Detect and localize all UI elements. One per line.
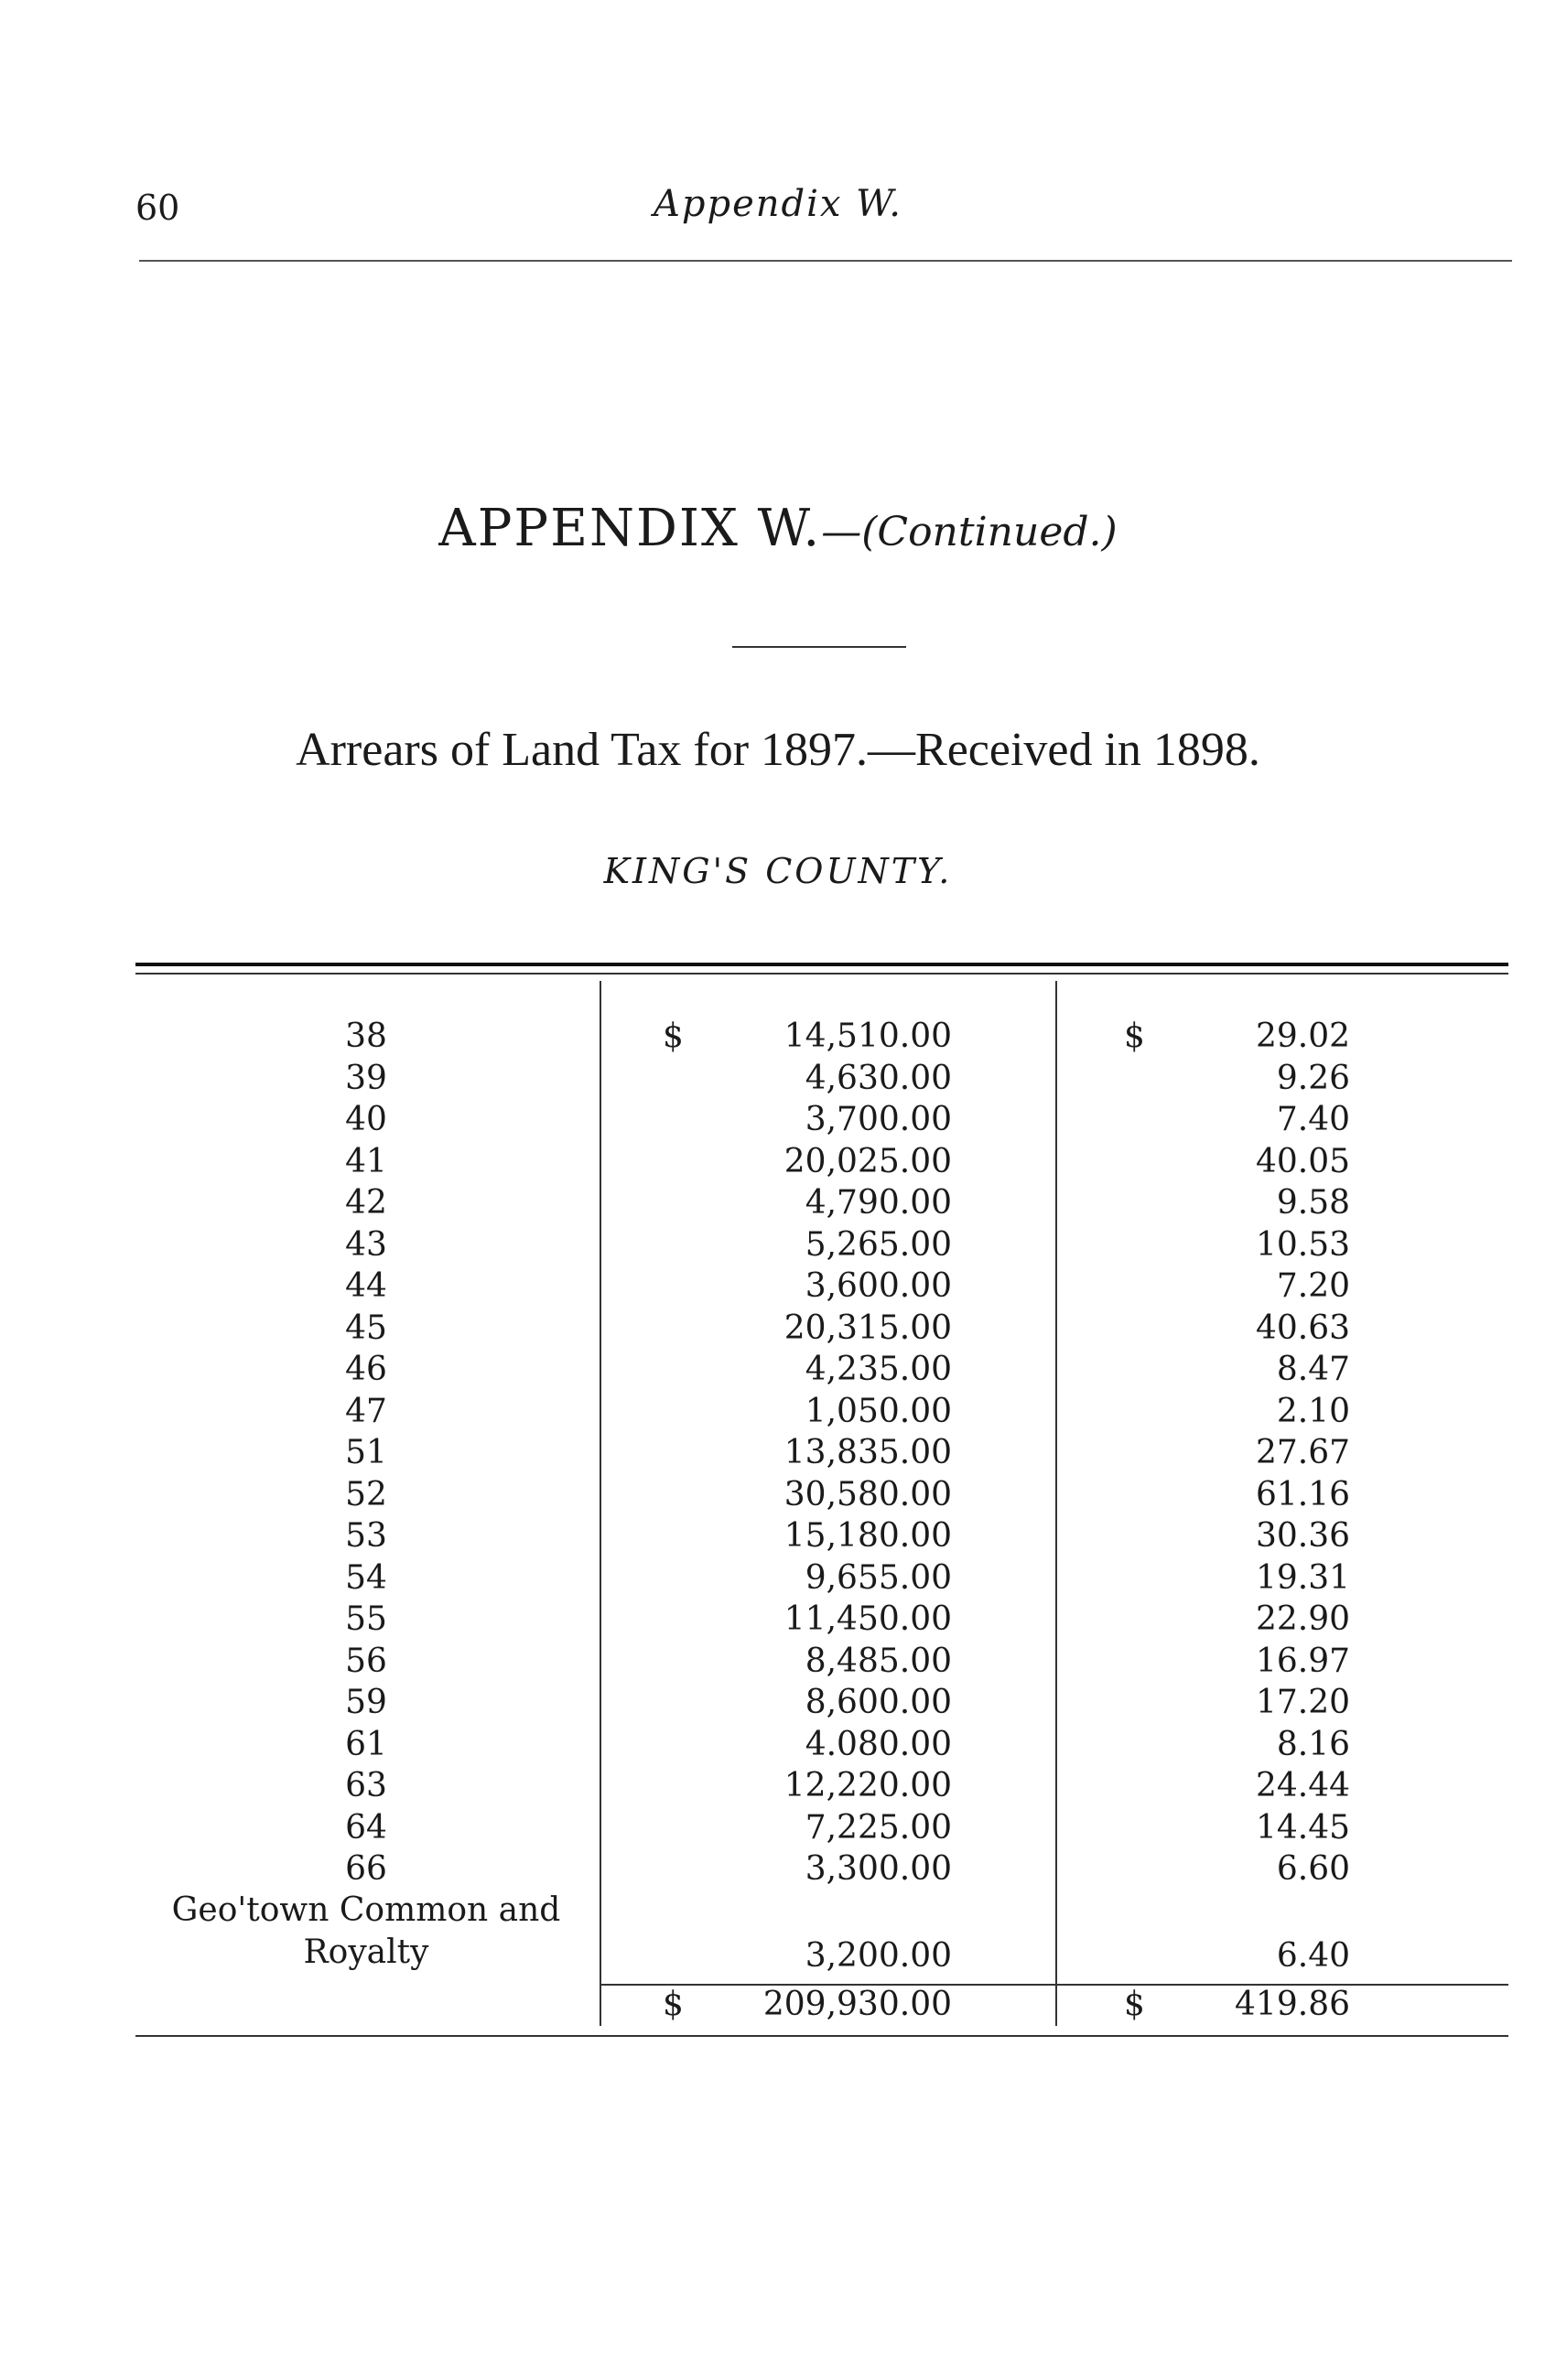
row-label: 45 — [345, 1309, 387, 1347]
tax-amount: 17.20 — [1255, 1684, 1350, 1721]
tax-amount: 61.16 — [1255, 1476, 1350, 1513]
row-label: 47 — [345, 1393, 387, 1430]
row-label: 38 — [345, 1018, 387, 1055]
row-label: 63 — [345, 1767, 387, 1804]
assessed-value: 3,700.00 — [805, 1101, 952, 1138]
row-label: 61 — [345, 1726, 387, 1763]
row-label: Geo'town Common and — [171, 1891, 561, 1929]
row-label: 55 — [345, 1600, 387, 1638]
row-label: 46 — [345, 1351, 387, 1388]
tax-amount: 9.58 — [1276, 1184, 1350, 1222]
currency-symbol: $ — [663, 1986, 684, 2023]
currency-symbol: $ — [1124, 1018, 1145, 1055]
row-label: 52 — [345, 1476, 387, 1513]
assessed-value: 7,225.00 — [805, 1809, 952, 1847]
row-label: 39 — [345, 1060, 387, 1097]
row-label: 56 — [345, 1642, 387, 1680]
currency-symbol: $ — [1124, 1986, 1145, 2023]
row-label: 64 — [345, 1809, 387, 1847]
row-label: 59 — [345, 1684, 387, 1721]
tax-amount: 6.40 — [1276, 1937, 1350, 1975]
assessed-value: 12,220.00 — [783, 1767, 952, 1804]
tax-amount: 6.60 — [1276, 1850, 1350, 1888]
tax-amount: 22.90 — [1255, 1600, 1350, 1638]
title-rule — [732, 646, 906, 648]
assessed-value: 20,315.00 — [783, 1309, 952, 1347]
column-divider — [600, 981, 601, 2026]
assessed-value: 4,235.00 — [805, 1351, 952, 1388]
assessed-value: 11,450.00 — [783, 1600, 952, 1638]
row-label: 43 — [345, 1226, 387, 1264]
tax-amount: 40.63 — [1255, 1309, 1350, 1347]
title-continued: —(Continued.) — [821, 509, 1118, 555]
appendix-title — [0, 499, 1556, 558]
tax-amount: 7.40 — [1276, 1101, 1350, 1138]
tax-amount: 27.67 — [1255, 1434, 1350, 1471]
table-top-rule-thin — [135, 973, 1508, 975]
assessed-value: 8,485.00 — [805, 1642, 952, 1680]
tax-amount: 8.16 — [1276, 1726, 1350, 1763]
row-label: 41 — [345, 1143, 387, 1180]
row-label: 44 — [345, 1267, 387, 1305]
assessed-value: 8,600.00 — [805, 1684, 952, 1721]
assessed-value: 13,835.00 — [783, 1434, 952, 1471]
table-bottom-rule — [135, 2035, 1508, 2037]
currency-symbol: $ — [663, 1018, 684, 1055]
total-value: 209,930.00 — [762, 1986, 952, 2023]
tax-amount: 30.36 — [1255, 1517, 1350, 1555]
row-label: 54 — [345, 1559, 387, 1597]
tax-amount: 8.47 — [1276, 1351, 1350, 1388]
total-tax: 419.86 — [1235, 1986, 1350, 2023]
assessed-value: 3,600.00 — [805, 1267, 952, 1305]
tax-amount: 40.05 — [1255, 1143, 1350, 1180]
assessed-value: 20,025.00 — [783, 1143, 952, 1180]
tax-amount: 29.02 — [1255, 1018, 1350, 1055]
row-label: 66 — [345, 1850, 387, 1888]
tax-amount: 24.44 — [1255, 1767, 1350, 1804]
column-divider — [1055, 981, 1057, 2026]
assessed-value: 3,300.00 — [805, 1850, 952, 1888]
assessed-value: 4.080.00 — [805, 1726, 952, 1763]
assessed-value: 30,580.00 — [783, 1476, 952, 1513]
assessed-value: 4,630.00 — [805, 1060, 952, 1097]
row-label: 53 — [345, 1517, 387, 1555]
page-number: 60 — [135, 188, 180, 228]
row-label: 40 — [345, 1101, 387, 1138]
tax-amount: 2.10 — [1276, 1393, 1350, 1430]
tax-amount: 14.45 — [1255, 1809, 1350, 1847]
assessed-value: 9,655.00 — [805, 1559, 952, 1597]
assessed-value: 1,050.00 — [805, 1393, 952, 1430]
tax-amount: 9.26 — [1276, 1060, 1350, 1097]
row-label: 51 — [345, 1434, 387, 1471]
row-label: Royalty — [303, 1933, 429, 1971]
tax-amount: 19.31 — [1255, 1559, 1350, 1597]
table-top-rule — [135, 963, 1508, 966]
header-rule — [139, 260, 1512, 262]
table-subtitle: Arrears of Land Tax for 1897.—Received in 1898. — [296, 724, 1260, 776]
running-head: Appendix W. — [653, 183, 903, 225]
tax-amount: 7.20 — [1276, 1267, 1350, 1305]
assessed-value: 4,790.00 — [805, 1184, 952, 1222]
assessed-value: 3,200.00 — [805, 1937, 952, 1975]
row-label: 42 — [345, 1184, 387, 1222]
tax-amount: 10.53 — [1255, 1226, 1350, 1264]
assessed-value: 15,180.00 — [783, 1517, 952, 1555]
county-heading: KING'S COUNTY. — [603, 851, 953, 891]
title-main: APPENDIX W. — [438, 499, 822, 558]
assessed-value: 14,510.00 — [783, 1018, 952, 1055]
tax-amount: 16.97 — [1255, 1642, 1350, 1680]
assessed-value: 5,265.00 — [805, 1226, 952, 1264]
